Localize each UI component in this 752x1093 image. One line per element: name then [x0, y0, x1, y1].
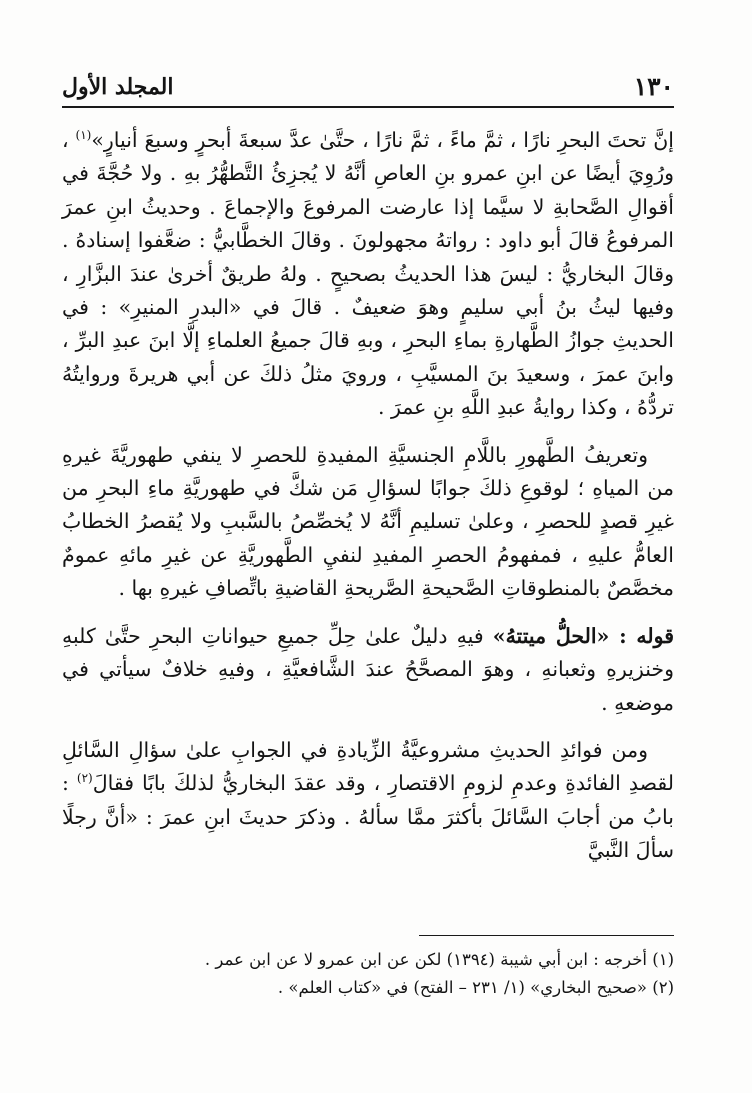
paragraph-3: [62, 620, 674, 720]
page-header: [62, 66, 674, 108]
main-text: [62, 124, 674, 882]
footnotes: [62, 946, 674, 1002]
footnote-1: (١) أخرجه : ابن أبي شيبة (١٣٩٤) لكن عن ابن عمرو لا عن ابن عمر .: [204, 950, 674, 969]
paragraph-text-continued: : بابُ من أجابَ السَّائلَ بأكثرَ ممَّا سألهُ . وذكرَ حديثَ ابنِ عمرَ : «أنَّ رجلًا سألَ النَّبيَّ: [62, 771, 674, 863]
footnote-2: (٢) «صحيح البخاري» (١/ ٢٣١ – الفتح) في «كتاب العلم» .: [277, 978, 674, 997]
page-number: ١٣٠: [633, 72, 674, 101]
running-title: المجلد الأول: [62, 74, 174, 100]
paragraph-text: إنَّ تحتَ البحرِ نارًا ، ثمَّ ماءً ، ثمَّ نارًا ، حتَّىٰ عدَّ سبعةَ أبحرٍ وسبعَ أنيارٍ»: [91, 128, 674, 152]
paragraph-1: [62, 124, 674, 425]
footnote-ref-2[interactable]: (٢): [76, 771, 93, 786]
quoted-lemma: قوله : «الحلُّ ميتتهُ»: [492, 623, 674, 648]
paragraph-2: [62, 439, 674, 606]
footnote-divider: [419, 935, 674, 936]
paragraph-text: ومن فوائدِ الحديثِ مشروعيَّةُ الزِّيادةِ في الجوابِ علىٰ سؤالِ السَّائلِ لقصدِ الفائدةِ وعدمِ لزومِ الاقتصارِ ، وقد عقدَ البخاريُّ لذلكَ بابًا فقالَ: [62, 737, 674, 796]
footnote-ref-1[interactable]: (١): [75, 128, 92, 143]
paragraph-4: [62, 734, 674, 868]
paragraph-text-continued: ، ورُوِيَ أيضًا عن ابنِ عمرو بنِ العاصِ أنَّهُ لا يُجزِئُ التَّطهُّرُ بهِ . ولا حُجَّةَ في أقوالِ الصَّحابةِ لا سيَّما إذا عارضت المرفوعَ والإجماعَ . وحديثُ ابنِ عمرَ المرفوعُ قالَ أبو داود : رواتهُ مجهولونَ . وقالَ الخطَّابيُّ : ضعَّفوا إسنادهُ . وقالَ البخاريُّ : ليسَ هذا الحديثُ بصحيحٍ . ولهُ طريقٌ أخرىٰ عندَ البزَّارِ ، وفيها ليثُ بنُ أبي سليمٍ وهوَ ضعيفٌ . قالَ في «البدرِ المنيرِ» : في الحديثِ جوازُ الطَّهارةِ بماءِ البحرِ ، وبهِ قالَ جميعُ العلماءِ إلَّا ابنَ عبدِ البرِّ ، وابنَ عمرَ ، وسعيدَ بنَ المسيَّبِ ، ورويَ مثلُ ذلكَ عن أبي هريرةَ وروايتُهُ تردُّهُ ، وكذا روايةُ عبدِ اللَّهِ بنِ عمرَ .: [62, 128, 674, 420]
paragraph-text: فيهِ دليلٌ علىٰ حِلِّ جميعِ حيواناتِ البحرِ حتَّىٰ كلبهِ وخنزيرهِ وثعبانهِ ، وهوَ المصحَّحُ عندَ الشَّافعيَّةِ ، وفيهِ خلافٌ سيأتي في موضعهِ .: [62, 623, 674, 715]
paragraph-text: وتعريفُ الطَّهورِ باللَّامِ الجنسيَّةِ المفيدةِ للحصرِ لا ينفي طهوريَّةَ غيرهِ من المياهِ ؛ لوقوعِ ذلكَ جوابًا لسؤالِ مَن شكَّ في طهوريَّةِ ماءِ البحرِ من غيرِ قصدٍ للحصرِ ، وعلىٰ تسليمِ أنَّهُ لا يُخصِّصُ بالسَّببِ ولا يُقصرُ الخطابُ العامُّ عليهِ ، فمفهومُ الحصرِ المفيدِ لنفيِ الطَّهوريَّةِ عن غيرِ مائهِ عمومٌ مخصَّصٌ بالمنطوقاتِ الصَّحيحةِ الصَّريحةِ القاضيةِ باتِّصافِ غيرهِ بها .: [62, 442, 674, 601]
